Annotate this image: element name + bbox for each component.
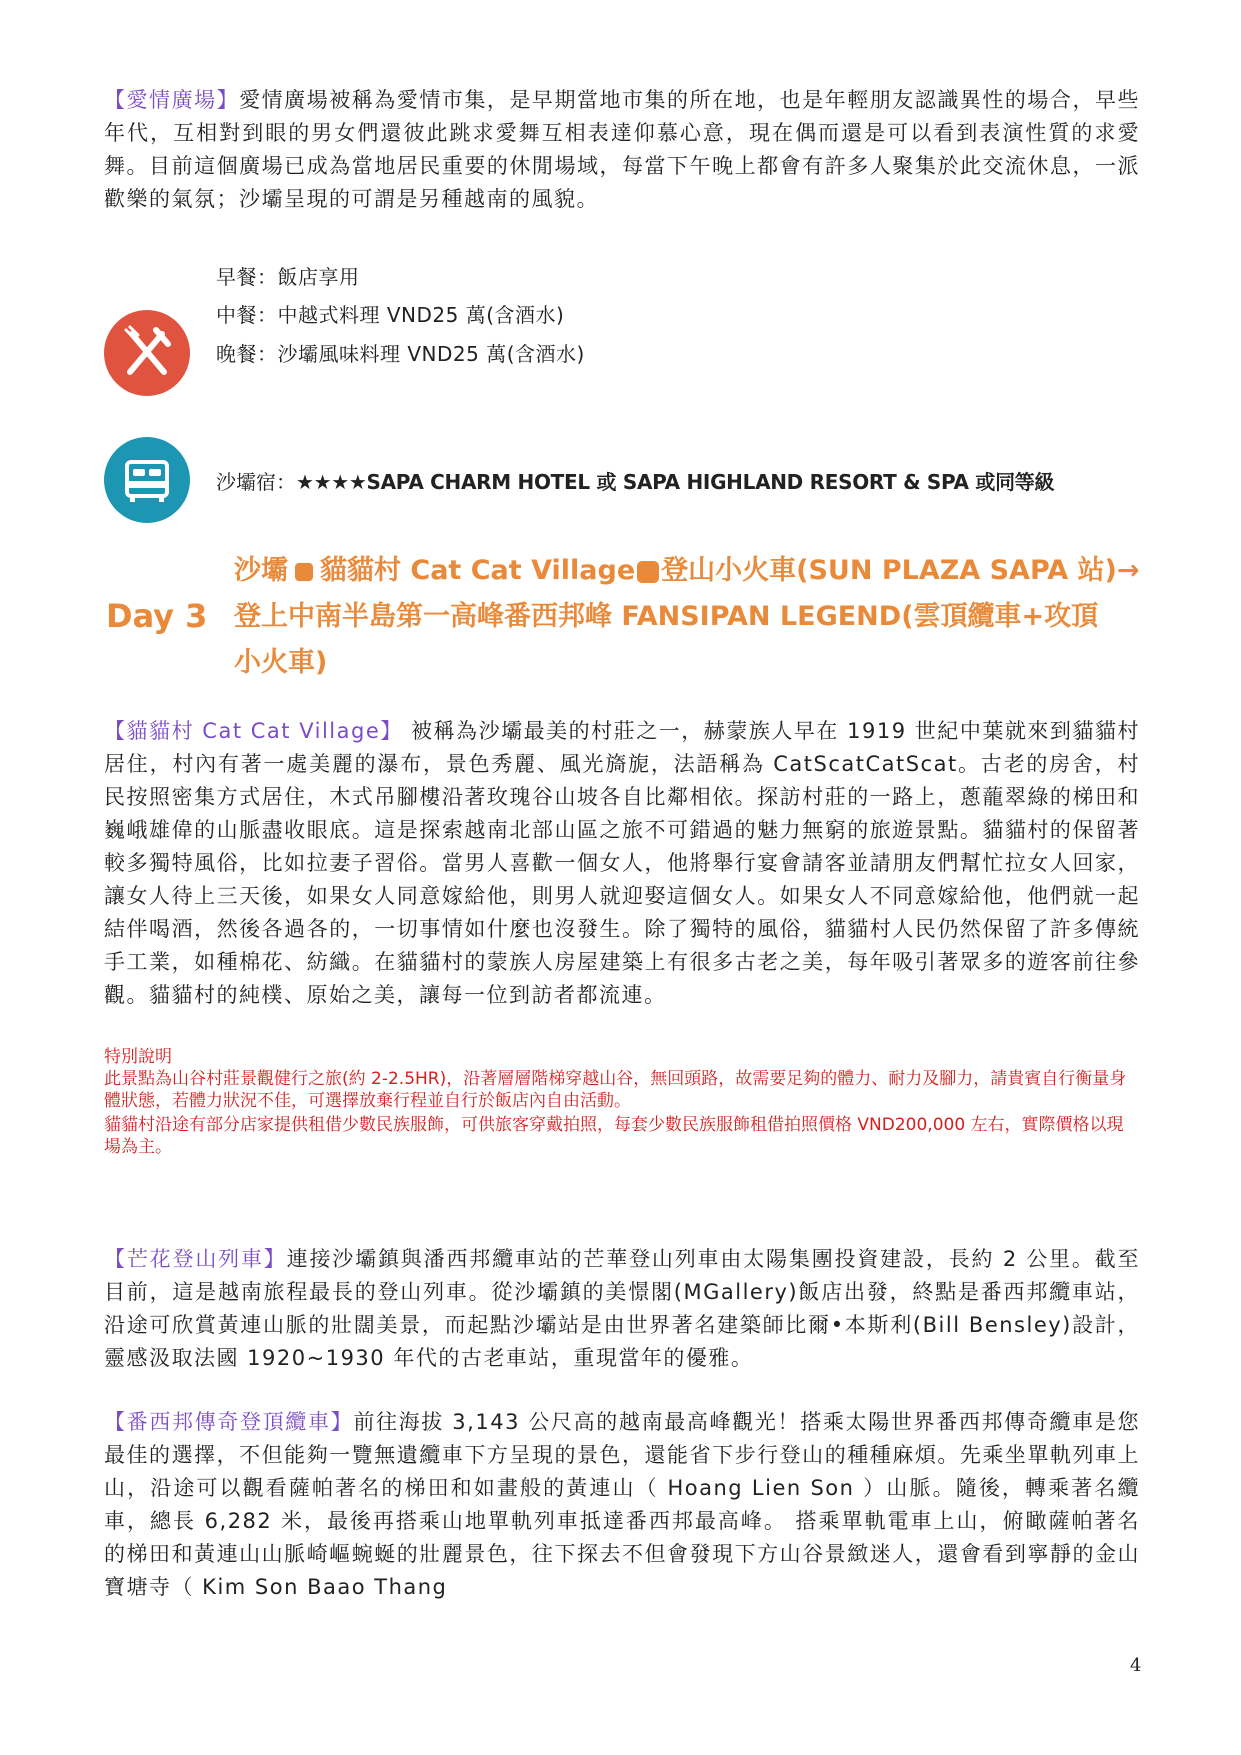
day-title-segment: 貓貓村 Cat Cat Village xyxy=(320,555,636,586)
hotel-prefix: 沙壩宿： xyxy=(216,470,296,494)
day-title-line-1 xyxy=(234,548,1144,594)
bus-icon xyxy=(637,561,659,583)
bus-icon xyxy=(295,563,313,581)
cutlery-icon xyxy=(104,310,190,396)
love-square-text: 愛情廣場被稱為愛情市集，是早期當地市集的所在地，也是年輕朋友認識異性的場合，早些年代，互相對到眼的男女們還彼此跳求愛舞互相表達仰慕心意，現在偶而還是可以看到表演性質的求愛舞。目前這個廣場已成為當地居民重要的休閒場域，每當下午晚上都會有許多人聚集於此交流休息，一派歡樂的氣氛；沙壩呈現的可謂是另種越南的風貌。 xyxy=(104,88,1141,211)
dinner-line: 晚餐：沙壩風味料理 VND25 萬(含酒水) xyxy=(216,342,585,366)
cable-text: 前往海拔 3,143 公尺高的越南最高峰觀光！搭乘太陽世界番西邦傳奇纜車是您最佳的選擇，不但能夠一覽無遺纜車下方呈現的景色，還能省下步行登山的種種麻煩。先乘坐單軌列車上山，沿途可以觀看薩帕著名的梯田和如畫般的黃連山（ Hoang Lien Son ）山脈。隨後，轉乘著名纜車，總長 6,282 米，最後再搭乘山地單軌列車抵達番西邦最高峰。 搭乘單軌電車上山，俯瞰薩帕著名的梯田和黃連山山脈崎嶇蜿蜒的壯麗景色，往下探去不但會發現下方山谷景緻迷人，還會看到寧靜的金山寶塘寺（ Kim Son Baao Thang xyxy=(104,1410,1141,1599)
day-title-line-3: 小火車) xyxy=(234,647,328,678)
cable-paragraph xyxy=(104,1406,1140,1604)
cable-tag: 【番西邦傳奇登頂纜車】 xyxy=(104,1410,354,1434)
day-title xyxy=(234,548,1144,686)
bed-icon xyxy=(104,437,190,523)
special-note-1: 此景點為山谷村莊景觀健行之旅(約 2-2.5HR)，沿著層層階梯穿越山谷，無回頭路，故需要足夠的體力、耐力及腳力，請貴賓自行衡量身體狀態，若體力狀況不佳，可選擇放棄行程並自行於飯店內自由活動。 xyxy=(104,1069,1127,1111)
train-paragraph xyxy=(104,1243,1140,1375)
hotel-line xyxy=(216,466,1054,495)
train-tag: 【芒花登山列車】 xyxy=(104,1247,287,1271)
cat-cat-paragraph xyxy=(104,715,1140,1012)
day-label: Day 3 xyxy=(106,597,208,635)
lunch-line: 中餐：中越式料理 VND25 萬(含酒水) xyxy=(216,303,565,327)
day-title-segment: 登山小火車(SUN PLAZA SAPA 站)→ xyxy=(661,555,1140,586)
love-square-paragraph xyxy=(104,84,1140,216)
special-note-heading: 特別說明 xyxy=(104,1047,172,1067)
hotel-name: ★★★★SAPA CHARM HOTEL 或 SAPA HIGHLAND RESORT & SPA 或同等級 xyxy=(296,470,1055,494)
page-number: 4 xyxy=(1130,1655,1142,1676)
love-square-tag: 【愛情廣場】 xyxy=(104,88,240,112)
day-title-line-2: 登上中南半島第一高峰番西邦峰 FANSIPAN LEGEND(雲頂纜車+攻頂 xyxy=(234,601,1099,632)
cat-cat-tag: 【貓貓村 Cat Cat Village】 xyxy=(104,719,403,743)
train-text: 連接沙壩鎮與潘西邦纜車站的芒華登山列車由太陽集團投資建設，長約 2 公里。截至目前，這是越南旅程最長的登山列車。從沙壩鎮的美憬閣(MGallery)飯店出發，終點是番西邦纜車站，沿途可欣賞黃連山脈的壯闊美景，而起點沙壩站是由世界著名建築師比爾•本斯利(Bill Bensley)設計，靈感汲取法國 1920~1930 年代的古老車站，重現當年的優雅。 xyxy=(104,1247,1141,1370)
special-note-2: 貓貓村沿途有部分店家提供租借少數民族服飾，可供旅客穿戴拍照，每套少數民族服飾租借拍照價格 VND200,000 左右，實際價格以現場為主。 xyxy=(104,1115,1124,1157)
cat-cat-text: 被稱為沙壩最美的村莊之一，赫蒙族人早在 1919 世紀中葉就來到貓貓村居住，村內有著一處美麗的瀑布，景色秀麗、風光旖旎，法語稱為 CatScatCatScat。古老的房舍，村民按照密集方式居住，木式吊腳樓沿著玫瑰谷山坡各自比鄰相依。探訪村莊的一路上，蔥蘢翠綠的梯田和巍峨雄偉的山脈盡收眼底。這是探索越南北部山區之旅不可錯過的魅力無窮的旅遊景點。貓貓村的保留著較多獨特風俗，比如拉妻子習俗。當男人喜歡一個女人，他將舉行宴會請客並請朋友們幫忙拉女人回家，讓女人待上三天後，如果女人同意嫁給他，則男人就迎娶這個女人。如果女人不同意嫁給他，他們就一起結伴喝酒，然後各過各的，一切事情如什麼也沒發生。除了獨特的風俗，貓貓村人民仍然保留了許多傳統手工業，如種棉花、紡織。在貓貓村的蒙族人房屋建築上有很多古老之美，每年吸引著眾多的遊客前往參觀。貓貓村的純樸、原始之美，讓每一位到訪者都流連。 xyxy=(104,719,1140,1007)
day-title-segment: 沙壩 xyxy=(234,555,288,586)
breakfast-line: 早餐：飯店享用 xyxy=(216,265,360,289)
